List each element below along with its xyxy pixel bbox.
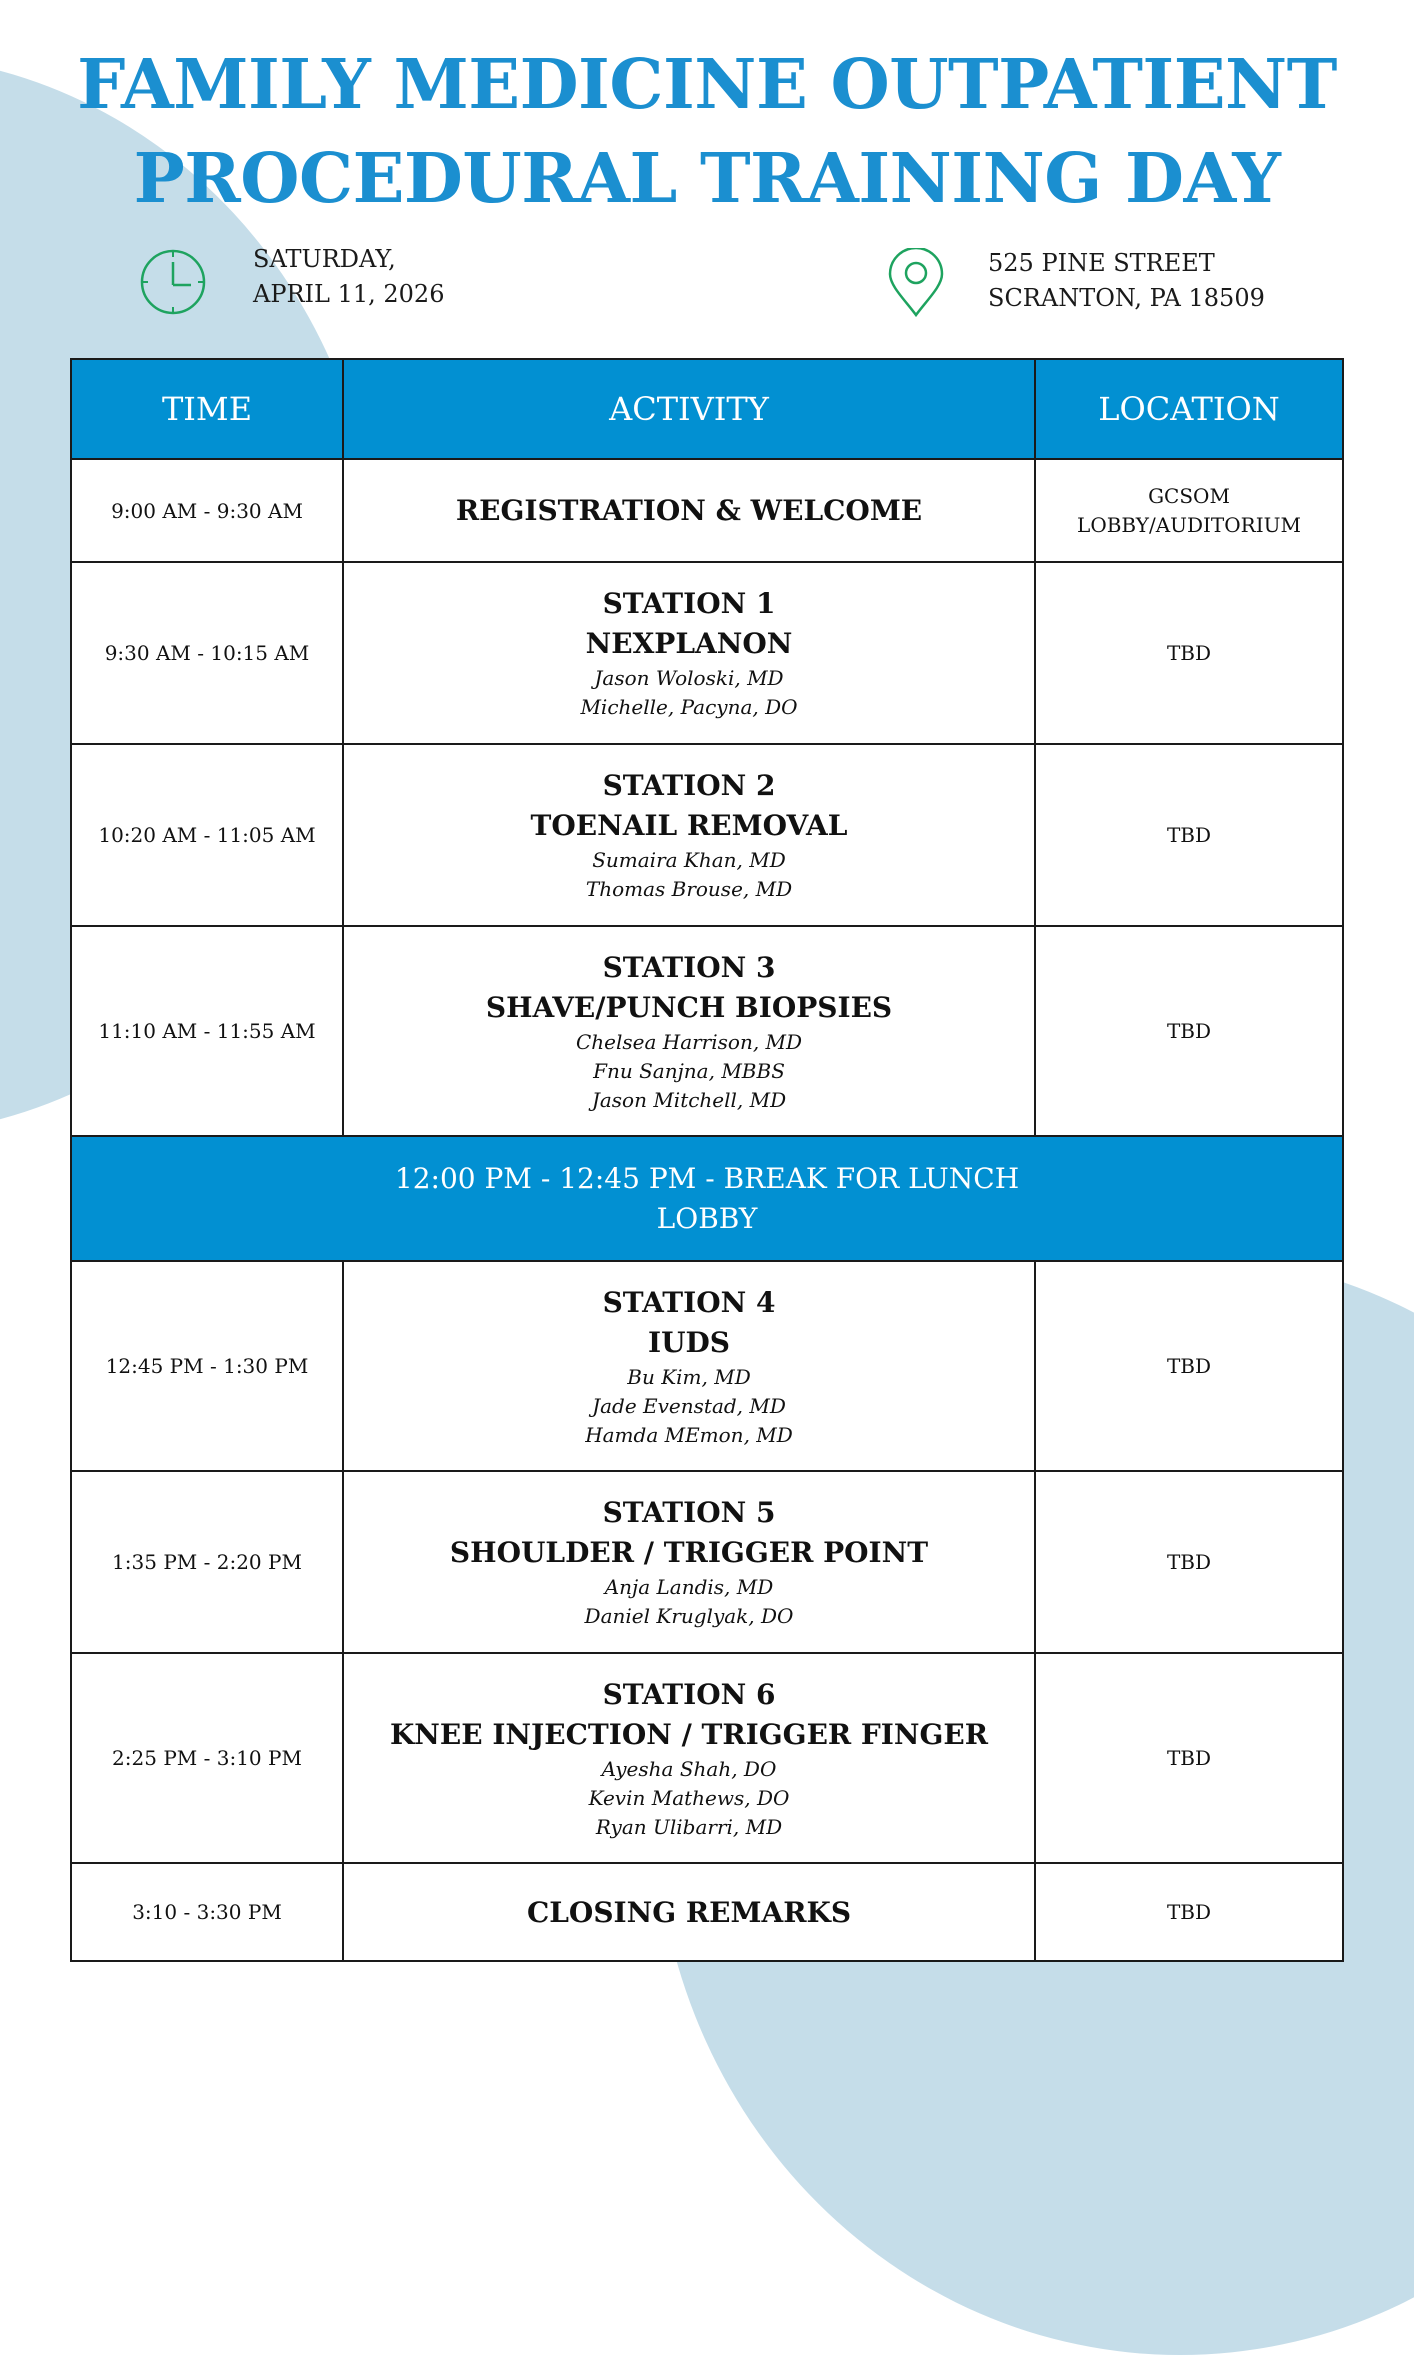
instructor: Daniel Kruglyak, DO	[584, 1604, 794, 1628]
time-cell: 12:45 PM - 1:30 PM	[71, 1261, 343, 1471]
header-activity: ACTIVITY	[343, 359, 1035, 459]
lunch-line-2: LOBBY	[656, 1201, 758, 1235]
procedure-name: SHOULDER / TRIGGER POINT	[449, 1536, 929, 1569]
activity-cell	[343, 744, 1035, 926]
header-location: LOCATION	[1035, 359, 1343, 459]
location-cell: TBD	[1035, 1863, 1343, 1961]
address-line-2: SCRANTON, PA 18509	[988, 284, 1265, 312]
activity-title: REGISTRATION & WELCOME	[455, 494, 923, 527]
address-line-1: 525 PINE STREET	[988, 249, 1215, 277]
instructor: Ayesha Shah, DO	[601, 1756, 777, 1781]
activity-cell	[343, 459, 1035, 562]
table-row	[71, 1653, 1343, 1863]
instructor: Chelsea Harrison, MD	[575, 1029, 803, 1054]
location-cell	[1035, 459, 1343, 562]
instructor: Kevin Mathews, DO	[588, 1785, 790, 1810]
table-row	[71, 1863, 1343, 1961]
lunch-row	[71, 1136, 1343, 1261]
time-cell: 1:35 PM - 2:20 PM	[71, 1471, 343, 1653]
activity-cell	[343, 926, 1035, 1136]
instructor: Thomas Brouse, MD	[585, 877, 793, 901]
instructor: Jason Mitchell, MD	[591, 1087, 787, 1112]
station-number: STATION 5	[602, 1496, 776, 1529]
table-row	[71, 1471, 1343, 1653]
station-number: STATION 3	[602, 950, 776, 984]
procedure-name: SHAVE/PUNCH BIOPSIES	[485, 990, 893, 1024]
location-cell: TBD	[1035, 926, 1343, 1136]
table-row	[71, 1261, 1343, 1471]
activity-cell	[343, 1653, 1035, 1863]
time-cell: 2:25 PM - 3:10 PM	[71, 1653, 343, 1863]
location-cell: TBD	[1035, 562, 1343, 744]
instructor: Ryan Ulibarri, MD	[595, 1814, 783, 1839]
instructor: Jason Woloski, MD	[594, 666, 784, 690]
time-cell: 9:30 AM - 10:15 AM	[71, 562, 343, 744]
activity-cell	[343, 1471, 1035, 1653]
activity-cell	[343, 1261, 1035, 1471]
header-row	[71, 359, 1343, 459]
event-address	[988, 246, 1265, 316]
page-title	[0, 38, 1414, 226]
table-row	[71, 926, 1343, 1136]
time-cell: 3:10 - 3:30 PM	[71, 1863, 343, 1961]
instructor: Jade Evenstad, MD	[592, 1393, 786, 1418]
instructor: Michelle, Pacyna, DO	[580, 695, 798, 719]
lunch-line-1: 12:00 PM - 12:45 PM - BREAK FOR LUNCH	[394, 1161, 1020, 1195]
location-cell: TBD	[1035, 744, 1343, 926]
time-cell: 10:20 AM - 11:05 AM	[71, 744, 343, 926]
activity-title: CLOSING REMARKS	[526, 1895, 852, 1929]
instructor: Hamda MEmon, MD	[585, 1422, 793, 1447]
location-pin-icon	[887, 248, 945, 318]
procedure-name: TOENAIL REMOVAL	[530, 809, 848, 842]
station-number: STATION 2	[602, 769, 776, 802]
instructor: Anja Landis, MD	[604, 1575, 774, 1599]
time-cell: 11:10 AM - 11:55 AM	[71, 926, 343, 1136]
instructor: Bu Kim, MD	[627, 1364, 751, 1389]
event-date	[253, 242, 444, 312]
instructor: Sumaira Khan, MD	[592, 848, 786, 872]
procedure-name: NEXPLANON	[585, 627, 793, 660]
location-cell: TBD	[1035, 1653, 1343, 1863]
procedure-name: KNEE INJECTION / TRIGGER FINGER	[389, 1717, 989, 1751]
table-row	[71, 459, 1343, 562]
location-cell: TBD	[1035, 1471, 1343, 1653]
station-number: STATION 1	[602, 587, 776, 620]
lunch-break-cell	[71, 1136, 1343, 1261]
station-number: STATION 6	[602, 1677, 776, 1711]
procedure-name: IUDS	[647, 1325, 731, 1359]
schedule-table	[70, 358, 1344, 1962]
title-line-2: PROCEDURAL TRAINING DAY	[133, 139, 1281, 219]
table-row	[71, 562, 1343, 744]
header-time: TIME	[71, 359, 343, 459]
table-row	[71, 744, 1343, 926]
time-cell: 9:00 AM - 9:30 AM	[71, 459, 343, 562]
location-line-1: GCSOM	[1148, 483, 1230, 508]
title-line-1: FAMILY MEDICINE OUTPATIENT	[77, 45, 1337, 125]
date-line-1: SATURDAY,	[253, 245, 396, 273]
station-number: STATION 4	[602, 1285, 776, 1319]
clock-icon	[139, 248, 207, 316]
date-line-2: APRIL 11, 2026	[253, 280, 445, 308]
instructor: Fnu Sanjna, MBBS	[593, 1058, 785, 1083]
location-cell: TBD	[1035, 1261, 1343, 1471]
location-line-2: LOBBY/AUDITORIUM	[1077, 512, 1301, 537]
activity-cell	[343, 562, 1035, 744]
activity-cell	[343, 1863, 1035, 1961]
